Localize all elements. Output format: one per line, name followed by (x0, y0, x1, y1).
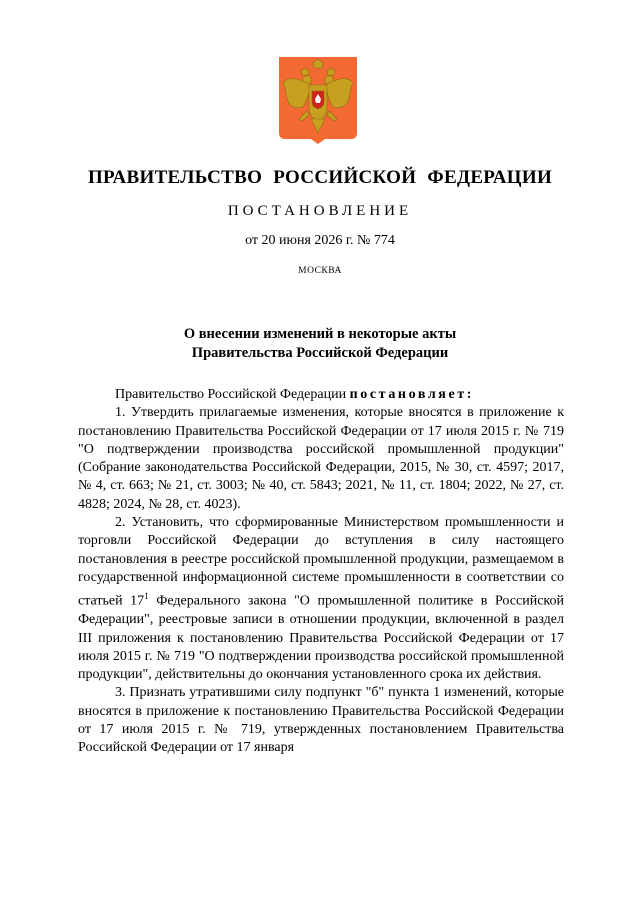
item-3-paragraph: 3. Признать утратившими силу подпункт "б" пункта 1 изменений, которые вносятся в приложение к постановлению Правительства Российской Федерации от 17 июля 2015 г. № 719, утвержденных постановлением Правительства Российской Федерации от 17 января (78, 685, 564, 756)
intro-paragraph (78, 386, 564, 404)
item-1-paragraph: 1. Утвердить прилагаемые изменения, которые вносятся в приложение к постановлению Правительства Российской Федерации от 17 июля 2015 г. № 719 "О подтверждении производства российской промышленной продукции" (Собрание законодательства Российской Федерации, 2015, № 30, ст. 4597; 2017, № 4, ст. 663; № 21, ст. 3003; № 40, ст. 5843; 2021, № 11, ст. 1804; 2022, № 27, ст. 4828; 2024, № 28, ст. 4023). (78, 405, 564, 512)
intro-text: Правительство Российской Федерации (115, 387, 350, 402)
document-body (78, 386, 564, 758)
coat-of-arms-icon (277, 55, 359, 145)
document-subject (0, 325, 640, 363)
document-place: МОСКВА (298, 266, 342, 276)
item-2-text-b: Федерального закона "О промышленной политике в Российской Федерации", реестровые записи в отношении продукции, включенной в раздел III приложения к постановлению Правительства Российской Федерации от 17 июля 2015 г. № 719 "О подтверждении производства российской промышленной продукции", действительны до окончания установленного срока их действия. (78, 593, 564, 683)
item-2-paragraph (78, 514, 564, 684)
document-date-number: от 20 июня 2026 г. № 774 (245, 233, 395, 248)
subject-line-1: О внесении изменений в некоторые акты (183, 326, 457, 342)
government-title: ПРАВИТЕЛЬСТВО РОССИЙСКОЙ ФЕДЕРАЦИИ (87, 167, 553, 188)
resolves-word: постановляет: (349, 387, 474, 402)
document-type: ПОСТАНОВЛЕНИЕ (227, 203, 413, 219)
subject-line-2: Правительства Российской Федерации (191, 345, 449, 361)
item-2-text-a: 2. Установить, что сформированные Министерством промышленности и торговли Российской Федерации до вступления в силу настоящего постановления в реестре российской промышленной продукции, размещаемом в государственной информационной системе промышленности в соответствии со статьей 17 (78, 515, 564, 609)
item-2-superscript: 1 (144, 591, 149, 602)
